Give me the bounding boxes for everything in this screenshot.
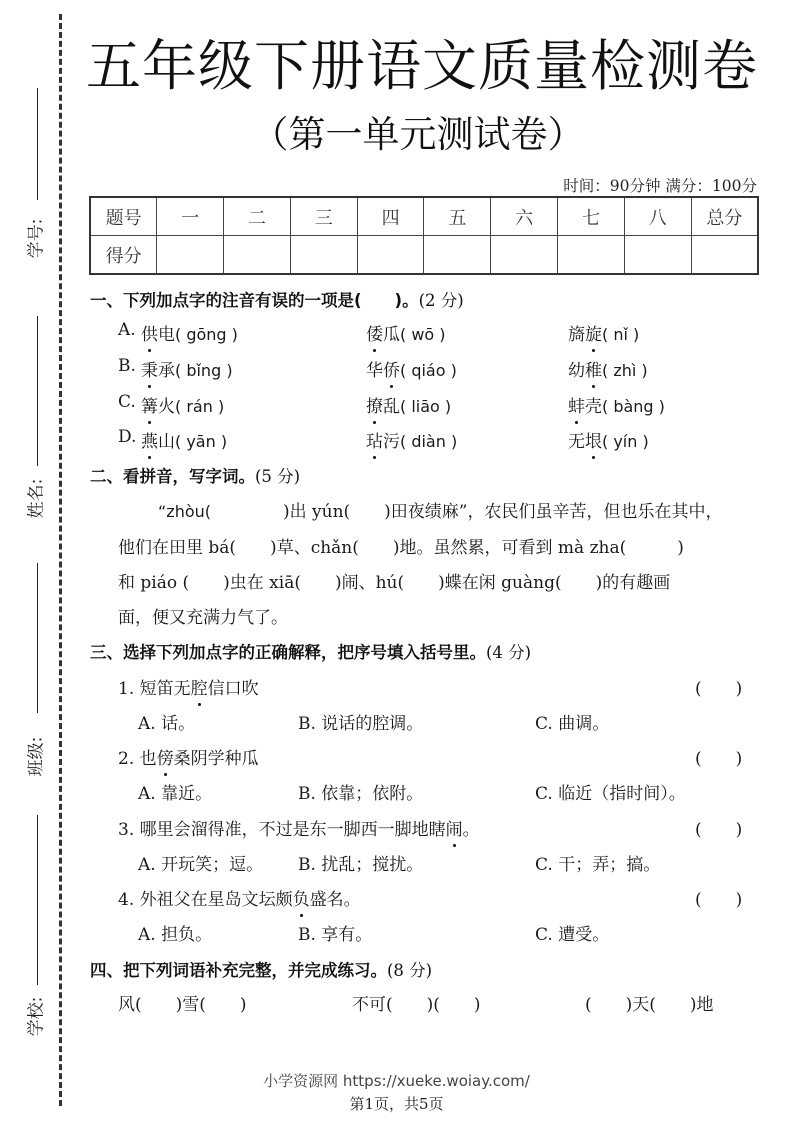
section-4-points: (8 分) xyxy=(387,961,433,980)
section-1-heading xyxy=(90,287,464,311)
pinyin-option-item xyxy=(141,427,227,452)
answer-option: B. 说话的腔调。 xyxy=(298,714,424,734)
pinyin-text: ( qiáo ) xyxy=(400,361,457,380)
score-input-cell[interactable] xyxy=(691,236,758,275)
dotted-character: 供 xyxy=(141,320,158,345)
dotted-character: 旋 xyxy=(585,320,602,345)
question-text: 桑阴学种瓜 xyxy=(173,749,259,769)
answer-option: A. 担负。 xyxy=(138,925,213,945)
score-input-cell[interactable] xyxy=(558,236,625,275)
student-id-label: 学号: xyxy=(26,218,47,259)
pinyin-option-item xyxy=(366,392,451,417)
pinyin-option-item xyxy=(568,427,649,452)
option-label[interactable]: C. xyxy=(118,392,136,412)
question-text: 2. 也 xyxy=(118,749,157,769)
school-label: 学校: xyxy=(26,996,47,1037)
score-input-cell[interactable] xyxy=(290,236,357,275)
score-table xyxy=(89,196,759,275)
passage-text: 和 piáo ( xyxy=(118,573,190,593)
passage-text: )草、chǎn( xyxy=(236,538,359,558)
page-indicator: 第1页，共5页 xyxy=(349,1095,444,1113)
answer-option: C. 遭受。 xyxy=(535,925,610,945)
pinyin-option-item xyxy=(366,320,446,345)
idiom-fill-3[interactable]: ( )天( )地 xyxy=(585,995,714,1015)
pinyin-text: ( nǐ ) xyxy=(602,325,640,344)
score-cell: 二 xyxy=(224,197,291,236)
pinyin-text: ( rán ) xyxy=(175,397,225,416)
score-table-score-row xyxy=(90,236,758,275)
passage-text: )出 yún( xyxy=(249,502,351,522)
answer-option: A. 开玩笑；逗。 xyxy=(138,855,264,875)
option-label[interactable]: A. xyxy=(118,320,136,340)
score-cell: 一 xyxy=(157,197,224,236)
score-cell: 总分 xyxy=(691,197,758,236)
pinyin-option-item xyxy=(568,392,665,417)
dotted-character: 秉 xyxy=(141,356,158,381)
pinyin-option-item xyxy=(366,427,457,452)
pinyin-text: ( yān ) xyxy=(175,432,228,451)
question-stem xyxy=(118,885,361,910)
question-stem xyxy=(118,674,259,699)
footer-site: 小学资源网 https://xueke.woiay.com/ xyxy=(263,1072,530,1090)
passage-text: ) xyxy=(626,538,684,558)
section-2-points: (5 分) xyxy=(255,467,301,486)
pinyin-option-item xyxy=(141,320,238,345)
character: 污 xyxy=(383,432,400,452)
question-text: 3. 哪里会溜得准，不过是东一脚西一脚地瞎 xyxy=(118,820,446,840)
score-input-cell[interactable] xyxy=(624,236,691,275)
dotted-character: 稚 xyxy=(585,356,602,381)
pinyin-text: ( yín ) xyxy=(602,432,649,451)
character: 乱 xyxy=(383,397,400,417)
exam-title: 五年级下册语文质量检测卷 xyxy=(85,34,758,98)
dotted-character: 燕 xyxy=(141,427,158,452)
score-cell: 题号 xyxy=(90,197,157,236)
dotted-character: 倭 xyxy=(366,320,383,345)
passage-text: 面，便又充满力气了。 xyxy=(118,608,288,628)
answer-option: C. 曲调。 xyxy=(535,714,610,734)
question-text: 信口吹 xyxy=(207,679,259,699)
passage-text: )的有趣画 xyxy=(561,573,671,593)
character: 幼 xyxy=(568,361,585,381)
dotted-character: 侨 xyxy=(383,356,400,381)
pinyin-text: ( wō ) xyxy=(400,325,446,344)
pinyin-text: ( bǐng ) xyxy=(175,361,233,380)
passage-text: )虫在 xiā( xyxy=(189,573,301,593)
dotted-character: 蚌 xyxy=(568,392,585,417)
score-input-cell[interactable] xyxy=(224,236,291,275)
section-3-heading xyxy=(90,639,531,663)
score-input-cell[interactable] xyxy=(424,236,491,275)
dotted-character: 撩 xyxy=(366,392,383,417)
dotted-character: 腔 xyxy=(191,674,208,699)
section-1-points: (2 分) xyxy=(418,291,464,310)
question-text: 1. 短笛无 xyxy=(118,679,191,699)
pinyin-text: ( gōng ) xyxy=(175,325,238,344)
dotted-character: 玷 xyxy=(366,427,383,452)
idiom-fill-1[interactable]: 风( )雪( ) xyxy=(118,995,247,1015)
character: 山 xyxy=(158,432,175,452)
answer-parentheses[interactable]: ( ) xyxy=(695,679,743,699)
section-2-line-1 xyxy=(158,497,723,522)
dotted-character: 负 xyxy=(293,885,310,910)
section-2-heading xyxy=(90,463,300,487)
pinyin-text: ( diàn ) xyxy=(400,432,458,451)
score-cell: 五 xyxy=(424,197,491,236)
answer-option: A. 话。 xyxy=(138,714,196,734)
score-cell: 四 xyxy=(357,197,424,236)
answer-option: C. 干；弄；搞。 xyxy=(535,855,661,875)
question-stem xyxy=(118,815,480,840)
passage-text: )蝶在闲 guàng( xyxy=(404,573,562,593)
binding-dashed-line xyxy=(59,14,62,1106)
answer-option: B. 享有。 xyxy=(298,925,373,945)
option-label[interactable]: B. xyxy=(118,356,136,376)
character: 瓜 xyxy=(383,325,400,345)
passage-text: )地。虽然累，可看到 mà zha( xyxy=(358,538,627,558)
pinyin-text: “zhòu( xyxy=(158,502,211,521)
dotted-character: 篝 xyxy=(141,392,158,417)
idiom-fill-2[interactable]: 不可( )( ) xyxy=(352,995,481,1015)
school-line xyxy=(37,815,38,985)
dotted-character: 傍 xyxy=(157,744,174,769)
section-3-points: (4 分) xyxy=(486,643,532,662)
section-4-heading xyxy=(90,957,432,981)
passage-text: )田夜绩麻”，农民们虽辛苦，但也乐在其中， xyxy=(350,502,723,522)
section-2-line-3 xyxy=(118,568,670,593)
option-label[interactable]: D. xyxy=(118,427,137,447)
pinyin-option-item xyxy=(366,356,457,381)
answer-option: A. 靠近。 xyxy=(138,784,213,804)
score-table-header-row xyxy=(90,197,758,236)
section-4-title: 四、把下列词语补充完整，并完成练习。 xyxy=(90,961,387,980)
pinyin-text: ( zhì ) xyxy=(602,361,648,380)
dotted-character: 垠 xyxy=(585,427,602,452)
passage-text: )闹、hú( xyxy=(300,573,405,593)
section-3-title: 三、选择下列加点字的正确解释，把序号填入括号里。 xyxy=(90,643,486,662)
section-1-title: 一、下列加点字的注音有误的一项是( )。 xyxy=(90,291,419,310)
character: 旖 xyxy=(568,325,585,345)
pinyin-text: ( bàng ) xyxy=(602,397,665,416)
answer-option: C. 临近（指时间）。 xyxy=(535,784,686,804)
question-text: 盛名。 xyxy=(309,890,361,910)
pinyin-option-item xyxy=(568,320,639,345)
dotted-character: 闹 xyxy=(446,815,463,840)
character: 壳 xyxy=(585,397,602,417)
pinyin-option-item xyxy=(141,392,224,417)
score-cell: 得分 xyxy=(90,236,157,275)
name-label: 姓名: xyxy=(26,478,47,519)
section-2-line-4 xyxy=(118,603,288,628)
character: 华 xyxy=(366,361,383,381)
pinyin-text: ( liāo ) xyxy=(400,397,452,416)
exam-time-and-score: 时间：90分钟 满分：100分 xyxy=(563,177,757,195)
passage-text: 他们在田里 bá( xyxy=(118,538,237,558)
score-cell: 三 xyxy=(290,197,357,236)
score-input-cell[interactable] xyxy=(157,236,224,275)
pinyin-option-item xyxy=(141,356,233,381)
answer-parentheses[interactable]: ( ) xyxy=(695,820,743,840)
pinyin-option-item xyxy=(568,356,648,381)
section-2-line-2 xyxy=(118,533,684,558)
question-text: 4. 外祖父在星岛文坛颇 xyxy=(118,890,293,910)
class-line xyxy=(37,563,38,713)
exam-subtitle: （第一单元测试卷） xyxy=(251,113,585,156)
question-text: 。 xyxy=(462,820,480,840)
score-cell: 八 xyxy=(624,197,691,236)
character: 承 xyxy=(158,361,175,381)
score-cell: 七 xyxy=(558,197,625,236)
section-2-title: 二、看拼音，写字词。 xyxy=(90,467,255,486)
character: 无 xyxy=(568,432,585,452)
question-stem xyxy=(118,744,259,769)
class-label: 班级: xyxy=(26,736,47,777)
answer-parentheses[interactable]: ( ) xyxy=(695,749,743,769)
character: 电 xyxy=(158,325,175,345)
answer-option: B. 扰乱；搅扰。 xyxy=(298,855,424,875)
score-input-cell[interactable] xyxy=(491,236,558,275)
answer-parentheses[interactable]: ( ) xyxy=(695,890,743,910)
score-cell: 六 xyxy=(491,197,558,236)
score-input-cell[interactable] xyxy=(357,236,424,275)
name-line xyxy=(37,316,38,466)
answer-option: B. 依靠；依附。 xyxy=(298,784,424,804)
character: 火 xyxy=(158,397,175,417)
